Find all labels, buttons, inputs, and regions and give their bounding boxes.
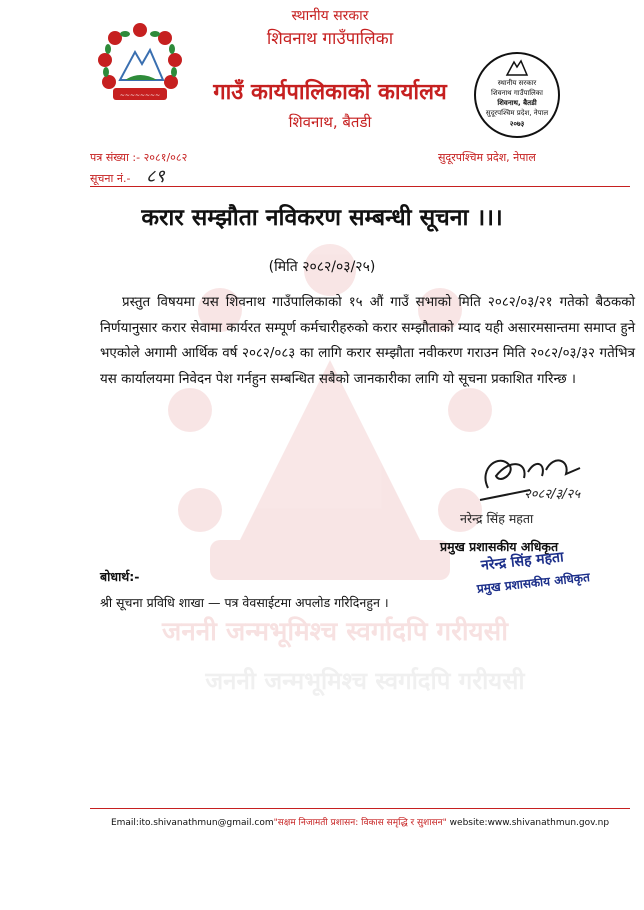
province-text: सुदूरपश्चिम प्रदेश, नेपाल xyxy=(438,151,536,164)
handwritten-date: २०८२/३/२५ xyxy=(524,487,581,502)
seal-line-2: शिवनाथ गाउँपालिका xyxy=(491,89,543,97)
notice-date: (मिति २०८२/०३/२५) xyxy=(268,259,376,275)
office-seal-stamp xyxy=(474,52,560,138)
header-line-2: शिवनाथ गाउँपालिका xyxy=(266,29,394,49)
footer-divider xyxy=(90,808,630,809)
patra-sankhya: पत्र संख्या :- २०८१/०८२ xyxy=(90,151,188,164)
footer-contact xyxy=(90,815,630,828)
name-stamp-line-2: प्रमुख प्रशासकीय अधिकृत xyxy=(476,570,591,596)
chalani-label: सूचना नं.- xyxy=(90,172,131,185)
watermark-motto: जननी जन्मभूमिश्च स्वर्गादपि गरीयसी xyxy=(162,617,508,647)
watermark-motto-shadow: जननी जन्मभूमिश्च स्वर्गादपि गरीयसी xyxy=(205,667,525,695)
header-line-3: गाउँ कार्यपालिकाको कार्यालय xyxy=(213,80,447,105)
name-stamp-line-1: नरेन्द्र सिंह महता xyxy=(480,549,565,574)
seal-line-1: स्थानीय सरकार xyxy=(497,79,537,87)
footer-email: Email:ito.shivanathmun@gmail.com xyxy=(110,818,274,828)
chalani-number: ८९ xyxy=(146,166,165,187)
signatory-name: नरेन्द्र सिंह महता xyxy=(460,511,534,526)
seal-line-3: शिवनाथ, बैतडी xyxy=(497,99,537,107)
notice-body xyxy=(100,290,635,392)
footer-website: website:www.shivanathmun.gov.np xyxy=(446,818,610,828)
header-line-1: स्थानीय सरकार xyxy=(291,8,369,24)
header-line-4: शिवनाथ, बैतडी xyxy=(288,113,372,131)
seal-year: २०७३ xyxy=(509,120,525,128)
notice-title: करार सम्झौता नविकरण सम्बन्धी सूचना ।।। xyxy=(141,205,503,231)
seal-emblem-icon xyxy=(504,58,530,78)
bodharth-line: श्री सूचना प्रविधि शाखा — पत्र वेवसाईटमा अपलोड गरिदिनहुन । xyxy=(100,595,389,610)
notice-body-paragraph: प्रस्तुत विषयमा यस शिवनाथ गाउँपालिकाको १५ औं गाउँ सभाको मिति २०८२/०३/२१ गतेको बैठकको निर्णयानुसार करार सेवामा कार्यरत सम्पूर्ण कर्मचारीहरुको करार सम्झौताको म्याद यही असारमसान्तमा समाप्त हुने भएकोले अगामी आर्थिक वर्ष २०८२/०८३ का लागि करार सम्झौता नवीकरण गराउन मिति २०८२/०३/३२ गतेभित्र यस कार्यालयमा निवेदन पेश गर्नहुन सम्बन्धित सबैको जानकारीका लागि यो सूचना प्रकाशित गरिन्छ । xyxy=(100,295,635,387)
svg-text:~~~~~~~~: ~~~~~~~~ xyxy=(119,92,161,99)
footer-slogan: "सक्षम निजामती प्रशासन: विकास समृद्धि र सुशासन" xyxy=(273,818,447,828)
header-divider xyxy=(90,186,630,187)
bodharth-label: बोधार्थ:- xyxy=(100,569,140,584)
seal-line-4: सुदूरपश्चिम प्रदेश, नेपाल xyxy=(485,109,549,117)
signatory-title: प्रमुख प्रशासकीय अधिकृत xyxy=(440,539,559,554)
